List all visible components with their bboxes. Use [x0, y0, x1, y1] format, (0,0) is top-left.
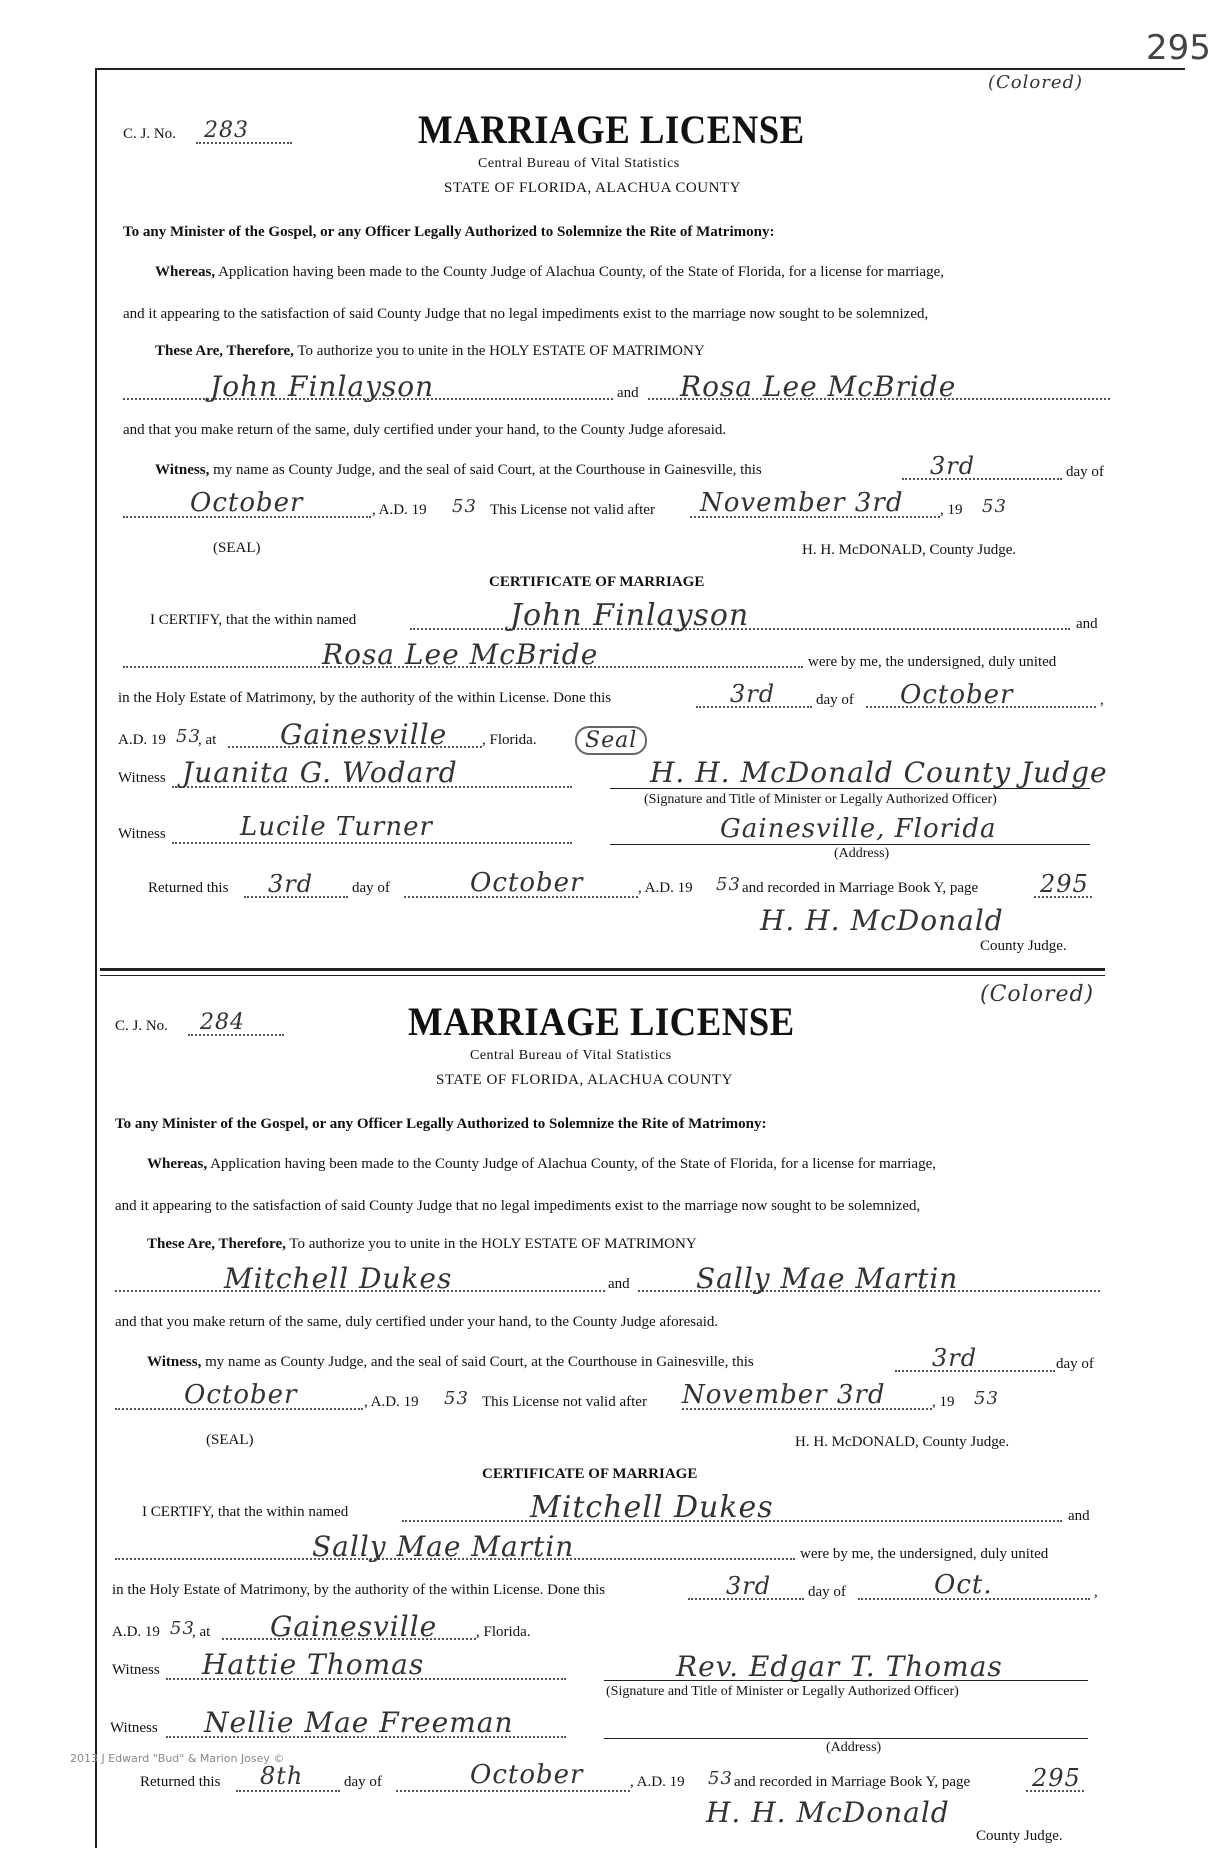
license-separator — [100, 968, 1105, 971]
whereas-paragraph: Whereas, Application having been made to the County Judge of Alachua County, of the State of Florida, for a license for marriage, — [155, 264, 944, 280]
holy-estate-line: in the Holy Estate of Matrimony, by the authority of the within License. Done this — [112, 1582, 606, 1598]
were-by-me: were by me, the undersigned, duly united — [800, 1546, 1049, 1562]
returned-month: October — [470, 1760, 584, 1790]
issue-month: October — [190, 488, 304, 518]
holy-estate-line: in the Holy Estate of Matrimony, by the authority of the within License. Done this — [118, 690, 612, 706]
certify-label: I CERTIFY, that the within named — [150, 612, 357, 628]
cj-number: 284 — [200, 1010, 245, 1035]
county-judge-label: County Judge. — [976, 1828, 1063, 1844]
to-any-heading: To any Minister of the Gospel, or any Officer Legally Authorized to Solemnize the Rite of Matrimony: — [123, 224, 775, 240]
these-are-paragraph: These Are, Therefore, To authorize you to unite in the HOLY ESTATE OF MATRIMONY — [147, 1236, 697, 1252]
day-of-label: day of — [1066, 464, 1104, 480]
done-day: 3rd — [730, 680, 776, 708]
done-month: October — [900, 680, 1014, 710]
groom-name: Mitchell Dukes — [224, 1262, 453, 1295]
returned-day: 3rd — [268, 870, 314, 898]
to-any-heading: To any Minister of the Gospel, or any Officer Legally Authorized to Solemnize the Rite of Matrimony: — [115, 1116, 767, 1132]
recorded-label: and recorded in Marriage Book Y, page — [734, 1774, 971, 1790]
valid-until: November 3rd — [682, 1380, 886, 1410]
witness-paragraph: Witness, my name as County Judge, and the seal of said Court, at the Courthouse in Gainesville, this — [155, 462, 762, 478]
certificate-title: CERTIFICATE OF MARRIAGE — [489, 574, 705, 590]
judge-label: H. H. McDONALD, County Judge. — [802, 542, 1017, 558]
returned-label: Returned this — [140, 1774, 221, 1790]
returned-day: 8th — [260, 1762, 304, 1790]
returned-label: Returned this — [148, 880, 229, 896]
frame-left-border — [95, 68, 97, 1848]
state-subtitle: STATE OF FLORIDA, ALACHUA COUNTY — [444, 180, 741, 196]
valid-19-label: , 19 — [940, 502, 963, 518]
witness2-name: Lucile Turner — [240, 812, 433, 842]
officiant-signature: Rev. Edgar T. Thomas — [676, 1650, 1003, 1683]
returned-month: October — [470, 868, 584, 898]
returned-year: 53 — [708, 1768, 733, 1789]
and-word: and — [617, 385, 639, 401]
witness2-label: Witness — [118, 826, 166, 842]
cert-groom: John Finlayson — [510, 598, 750, 633]
valid-year: 53 — [982, 496, 1007, 517]
officiant-address: Gainesville, Florida — [720, 814, 997, 844]
place: Gainesville — [280, 718, 448, 751]
done-day-of: day of — [808, 1584, 846, 1600]
done-day: 3rd — [726, 1572, 772, 1600]
and-word: and — [608, 1276, 630, 1292]
record-page: 295 — [1040, 870, 1089, 898]
certify-label: I CERTIFY, that the within named — [142, 1504, 349, 1520]
signature-caption: (Signature and Title of Minister or Legally Authorized Officer) — [644, 792, 997, 807]
state-subtitle: STATE OF FLORIDA, ALACHUA COUNTY — [436, 1072, 733, 1088]
witness1-name: Juanita G. Wodard — [182, 756, 458, 789]
cert-and: and — [1068, 1508, 1090, 1524]
cert-bride: Sally Mae Martin — [312, 1530, 575, 1563]
county-judge-label: County Judge. — [980, 938, 1067, 954]
not-valid-label: This License not valid after — [490, 502, 655, 518]
witness1-name: Hattie Thomas — [202, 1648, 425, 1681]
address-caption: (Address) — [834, 846, 890, 861]
witness2-name: Nellie Mae Freeman — [204, 1706, 514, 1739]
not-valid-label: This License not valid after — [482, 1394, 647, 1410]
valid-year: 53 — [974, 1388, 999, 1409]
witness1-label: Witness — [118, 770, 166, 786]
issue-year: 53 — [444, 1388, 469, 1409]
valid-until: November 3rd — [700, 488, 904, 518]
copyright-watermark: 2013 J Edward "Bud" & Marion Josey © — [70, 1752, 285, 1765]
cert-bride: Rosa Lee McBride — [322, 638, 599, 671]
done-day-of: day of — [816, 692, 854, 708]
ad-label: , A.D. 19 — [372, 502, 427, 518]
these-are-paragraph: These Are, Therefore, To authorize you to unite in the HOLY ESTATE OF MATRIMONY — [155, 343, 705, 359]
valid-19-label: , 19 — [932, 1394, 955, 1410]
signature-caption: (Signature and Title of Minister or Legally Authorized Officer) — [606, 1684, 959, 1699]
issue-year: 53 — [452, 496, 477, 517]
colored-note: (Colored) — [980, 982, 1095, 1007]
cj-number: 283 — [204, 118, 249, 143]
bride-name: Sally Mae Martin — [696, 1262, 959, 1295]
place: Gainesville — [270, 1610, 438, 1643]
done-ad-label: A.D. 19 — [112, 1624, 160, 1640]
groom-name: John Finlayson — [210, 370, 435, 403]
judge-signature: H. H. McDonald — [760, 904, 1004, 937]
record-page: 295 — [1032, 1764, 1081, 1792]
judge-signature: H. H. McDonald — [706, 1796, 950, 1829]
were-by-me: were by me, the undersigned, duly united — [808, 654, 1057, 670]
seal-label: (SEAL) — [206, 1432, 254, 1448]
return-paragraph: and that you make return of the same, duly certified under your hand, to the County Judge aforesaid. — [123, 422, 727, 438]
license-title: MARRIAGE LICENSE — [418, 107, 805, 152]
license-title: MARRIAGE LICENSE — [408, 999, 795, 1044]
cj-label: C. J. No. — [115, 1018, 168, 1034]
page-number: 295 — [1146, 28, 1211, 68]
officiant-signature: H. H. McDonald County Judge — [650, 756, 1108, 789]
cj-label: C. J. No. — [123, 126, 176, 142]
whereas-paragraph: Whereas, Application having been made to the County Judge of Alachua County, of the State of Florida, for a license for marriage, — [147, 1156, 936, 1172]
judge-label: H. H. McDONALD, County Judge. — [795, 1434, 1010, 1450]
address-caption: (Address) — [826, 1740, 882, 1755]
issue-day: 3rd — [930, 452, 976, 480]
recorded-label: and recorded in Marriage Book Y, page — [742, 880, 979, 896]
bureau-subtitle: Central Bureau of Vital Statistics — [478, 156, 680, 171]
issue-month: October — [184, 1380, 298, 1410]
seal-label: (SEAL) — [213, 540, 261, 556]
cert-and: and — [1076, 616, 1098, 632]
done-ad-label: A.D. 19 — [118, 732, 166, 748]
bureau-subtitle: Central Bureau of Vital Statistics — [470, 1048, 672, 1063]
done-year: 53 — [176, 726, 201, 747]
return-paragraph: and that you make return of the same, duly certified under your hand, to the County Judge aforesaid. — [115, 1314, 719, 1330]
witness-paragraph: Witness, my name as County Judge, and the seal of said Court, at the Courthouse in Gainesville, this — [147, 1354, 754, 1370]
appearing-paragraph: and it appearing to the satisfaction of said County Judge that no legal impediments exist to the marriage now sought to be solemnized, — [115, 1198, 921, 1214]
done-year: 53 — [170, 1618, 195, 1639]
bride-name: Rosa Lee McBride — [680, 370, 957, 403]
court-seal-mark: Seal — [575, 726, 647, 755]
frame-top-border — [95, 68, 1185, 70]
certificate-title: CERTIFICATE OF MARRIAGE — [482, 1466, 698, 1482]
done-month: Oct. — [934, 1570, 993, 1600]
witness2-label: Witness — [110, 1720, 158, 1736]
issue-day: 3rd — [932, 1344, 978, 1372]
appearing-paragraph: and it appearing to the satisfaction of said County Judge that no legal impediments exist to the marriage now sought to be solemnized, — [123, 306, 929, 322]
cert-groom: Mitchell Dukes — [530, 1490, 774, 1525]
returned-year: 53 — [716, 874, 741, 895]
witness1-label: Witness — [112, 1662, 160, 1678]
colored-note: (Colored) — [988, 72, 1084, 93]
day-of-label: day of — [1056, 1356, 1094, 1372]
ad-label: , A.D. 19 — [364, 1394, 419, 1410]
